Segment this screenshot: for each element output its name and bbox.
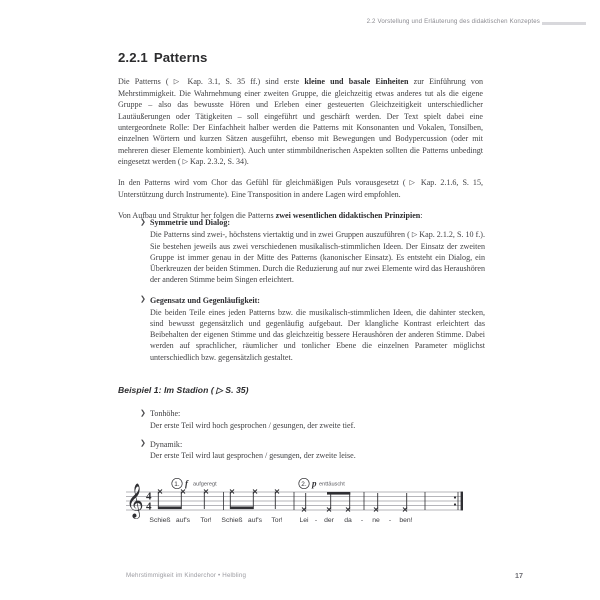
marking-1-expression: aufgeregt bbox=[193, 481, 217, 488]
music-notation bbox=[122, 478, 467, 536]
time-signature-denominator: 4 bbox=[146, 500, 152, 513]
list-item-heading-text: Symmetrie und Dialog: bbox=[150, 218, 231, 227]
time-signature-numerator: 4 bbox=[146, 490, 152, 503]
list-item-heading bbox=[140, 408, 485, 419]
lyric-syllable: der bbox=[324, 517, 334, 524]
footer-credit: Mehrstimmigkeit im Kinderchor • Helbling bbox=[126, 572, 247, 579]
principles-list bbox=[140, 217, 485, 363]
measure-1 bbox=[158, 490, 208, 510]
list-item bbox=[140, 439, 485, 462]
lyric-syllable: Schieß bbox=[149, 517, 171, 524]
marking-1-number: 1. bbox=[174, 481, 180, 488]
list-item-body: Der erste Teil wird laut gesprochen / gesungen, der zweite leise. bbox=[150, 451, 356, 461]
lyric-syllable: Tor! bbox=[200, 517, 212, 524]
list-item-heading-text: Gegensatz und Gegenläufigkeit: bbox=[150, 295, 260, 305]
running-head: 2.2 Vorstellung und Erläuterung des didaktischen Konzeptes bbox=[366, 18, 540, 25]
treble-clef-icon: 𝄞 bbox=[126, 483, 144, 519]
list-item bbox=[140, 217, 485, 286]
beam bbox=[230, 507, 254, 510]
note-stems bbox=[158, 492, 204, 510]
measure-3 bbox=[302, 492, 350, 512]
marking-1 bbox=[172, 478, 217, 488]
staff-system bbox=[122, 478, 467, 536]
list-item-heading bbox=[140, 217, 485, 228]
lyric-syllable: da bbox=[344, 517, 352, 524]
lyric-syllable: ne bbox=[372, 517, 380, 524]
example-list bbox=[140, 408, 485, 469]
paragraph: In den Patterns wird vom Chor das Gefühl für gleichmäßigen Puls vorausgesetzt ( ▷ Kap. 2.1.6, S. 15, Unterstützung durch Instrumente). Eine Transposition in andere Lagen wird empfohlen. bbox=[118, 178, 483, 200]
chevron-right-icon: ❯ bbox=[140, 295, 147, 304]
list-item-body: Die Patterns sind zwei-, höchstens viertaktig und in zwei Gruppen auszuführen ( ▷ Kap. 2.1.2, S. 10 f.). Sie bestehen jeweils aus zwei verschiedenen musikalisch-stimmlichen Ideen. Der Einsatz der zweiten Gruppe ist immer genau in der Mitte des Patterns (kanonischer Einsatz). Es entsteht ein Dialog, ein Überkreuzen der beiden Stimmen. Durch die Reduzierung auf nur zwei Elemente wird das Heraushören der anderen Stimme beim Singen erleichtert. bbox=[150, 229, 485, 285]
example-title: Beispiel 1: Im Stadion ( ▷ S. 35) bbox=[118, 385, 249, 395]
list-item-body: Der erste Teil wird hoch gesprochen / gesungen, der zweite tief. bbox=[150, 420, 356, 430]
lyric-syllable: Tor! bbox=[271, 517, 283, 524]
lyric-syllable: Schieß bbox=[221, 517, 243, 524]
marking-1-dynamic: f bbox=[185, 478, 188, 489]
lyric-syllable: auf's bbox=[247, 517, 263, 524]
beam bbox=[158, 507, 182, 510]
note-stems bbox=[230, 492, 275, 510]
marking-2-number: 2. bbox=[301, 481, 307, 488]
list-item-heading bbox=[140, 295, 485, 306]
marking-2 bbox=[299, 478, 345, 488]
section-number: 2.2.1 bbox=[118, 50, 148, 65]
page-title bbox=[118, 50, 207, 65]
marking-2-expression: enttäuscht bbox=[319, 481, 345, 488]
time-signature bbox=[146, 491, 152, 513]
running-head-rule bbox=[542, 22, 586, 25]
body-text bbox=[118, 76, 483, 221]
lyrics-line bbox=[149, 517, 412, 524]
lyric-hyphen: - bbox=[360, 517, 364, 524]
lyric-hyphen: - bbox=[388, 517, 392, 524]
x-noteheads bbox=[158, 490, 208, 494]
x-noteheads bbox=[302, 508, 350, 512]
list-item-heading-text: Dynamik: bbox=[150, 439, 183, 449]
chevron-right-icon: ❯ bbox=[140, 439, 147, 448]
lyric-syllable: auf's bbox=[175, 517, 191, 524]
paragraph: Die Patterns ( ▷ Kap. 3.1, S. 35 ff.) sind erste kleine und basale Einheiten zur Einführung von Mehrstimmigkeit. Die Wahrnehmung einer zweiten Gruppe, die gleichzeitig etwas anderes tut als die eigene Gruppe – also das bewusste Hören und Erleben einer gesteuerten Gleichzeitigkeit unterschiedlicher Lautäußerungen oder Tätigkeiten – soll eingeführt und geschärft werden. Der Text spielt dabei eine untergeordnete Rolle: Der Einfachheit halber werden die Patterns mit Konsonanten und Vokalen, Tonsilben, einzelnen Wörtern und kurzen Sätzen ausgeführt, ebenso mit Bewegungen und Bodypercussion (oder mit mehreren dieser Elemente kombiniert). Auch unter stimmbildnerischen Aspekten sollten die Patterns unbedingt eingesetzt werden ( ▷ Kap. 2.3.2, S. 34). bbox=[118, 77, 483, 166]
list-item-body: Die beiden Teile eines jeden Patterns bzw. die musikalisch-stimmlichen Ideen, die dahinter stecken, sind bewusst gegensätzlich und gegenläufig aufgebaut. Der klangliche Kontrast erleichtert das Beibehalten der eigenen Stimme und das gleichzeitig bessere Heraushören der anderen Stimme. Dabei werden auf sprachlicher, räumlicher und tonlicher Ebene die einzelnen Parameter möglichst unterschiedlich bzw. gegensätzlich gestaltet. bbox=[150, 307, 485, 362]
list-item bbox=[140, 295, 485, 363]
chevron-right-icon: ❯ bbox=[140, 217, 147, 226]
x-noteheads bbox=[374, 508, 407, 512]
lyric-syllable: Lei bbox=[299, 517, 309, 524]
section-title-text: Patterns bbox=[153, 50, 208, 65]
chevron-right-icon: ❯ bbox=[140, 408, 147, 417]
lyric-hyphen: - bbox=[314, 517, 318, 524]
list-item bbox=[140, 408, 485, 431]
x-noteheads bbox=[230, 490, 279, 494]
marking-2-dynamic: p bbox=[312, 478, 317, 489]
footer-page-number: 17 bbox=[515, 571, 523, 580]
paragraph: Von Aufbau und Struktur her folgen die Patterns zwei wesentlichen didaktischen Prinzipien: bbox=[118, 210, 423, 220]
list-item-heading-text: Tonhöhe: bbox=[150, 409, 181, 418]
lyric-syllable: ben! bbox=[399, 517, 413, 524]
measure-4 bbox=[374, 493, 407, 512]
list-item-heading bbox=[140, 439, 485, 450]
beam bbox=[327, 492, 350, 495]
measure-2 bbox=[230, 490, 279, 510]
